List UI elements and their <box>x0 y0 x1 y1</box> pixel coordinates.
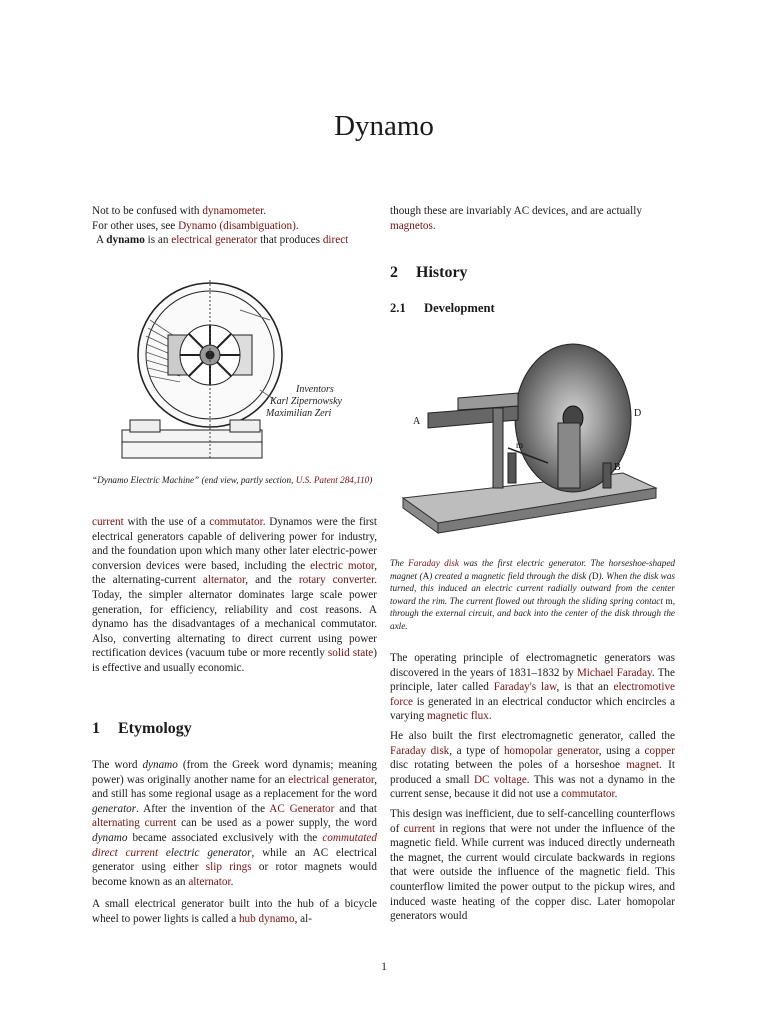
commutator-link[interactable]: commutator <box>209 516 263 528</box>
faraday-disk-link-2[interactable]: Faraday disk <box>390 744 450 757</box>
inventor-1-signature: Karl Zipernowsky <box>270 396 342 407</box>
label-a: A <box>413 416 421 427</box>
history-paragraph-3: This design was inefficient, due to self-cancelling counterflows of current in regions that were not under the influence of the magnetic field. While current was induced directly underneath the magnet, the current would circulate backwards in regions that were outside the influence of the magnetic field. This counterflow limited the power output to the pickup wires, and induced waste heating of the copper disc. Later homopolar generators would <box>390 807 675 923</box>
faraday-disk-figure <box>398 338 660 538</box>
faraday-disk-link[interactable]: Faraday disk <box>408 558 459 568</box>
intro-continuation: current with the use of a commutator. Dynamos were the first electrical generators capable of delivering power for industry, and the foundation upon which many other later electric-power conversion devices were based, including the electric motor, the alternating-current alternator, and the rotary converter. Today, the simpler alternator dominates large scale power generation, for efficiency, reliability and cost reasons. A dynamo has the disadvantages of a mechanical commutator. Also, converting alternating to direct current using power rectification devices (vacuum tube or more recently solid state) is effective and usually economic. <box>92 516 377 674</box>
dc-voltage-link[interactable]: DC voltage <box>473 773 527 786</box>
inventor-2-signature: Maximilian Zeri <box>266 408 332 419</box>
history-paragraph-1: The operating principle of electromagnetic generators was discovered in the years of 1831–1832 by Michael Faraday. The principle, later called Faraday's law, is that an electromotive force is generated in an electrical conductor which encircles a varying magnetic flux. <box>390 652 676 723</box>
faraday-disk-illustration <box>398 338 660 538</box>
copper-link[interactable]: copper <box>644 744 675 757</box>
magnetic-flux-link[interactable]: magnetic flux <box>426 710 489 723</box>
rotary-converter-link[interactable]: rotary converter <box>298 574 375 587</box>
magnet-link[interactable]: magnet <box>626 759 660 772</box>
inventors-label: Inventors <box>296 384 334 395</box>
label-b: B <box>614 462 621 473</box>
alternating-current-link[interactable]: alternating current <box>92 817 177 830</box>
hatnote-disambiguation: For other uses, see Dynamo (disambiguation). <box>92 219 299 232</box>
figure2-caption: The Faraday disk was the first electric generator. The horseshoe-shaped magnet (A) created a magnetic field through the disk (D). When the disk was turned, this induced an electric current radially outward from the center toward the rim. The current flowed out through the sliding spring contact m, through the external circuit, and back into the center of the disk through the axle. <box>390 558 676 631</box>
label-m: m <box>516 440 524 450</box>
current-link[interactable]: current <box>92 516 124 528</box>
commutator-link-2[interactable]: commutator <box>561 788 615 801</box>
page-number: 1 <box>381 961 387 973</box>
patent-link[interactable]: U.S. Patent 284,110 <box>295 475 370 485</box>
intro-sentence: A dynamo is an electrical generator that produces direct <box>96 234 349 247</box>
electric-motor-link[interactable]: electric motor <box>310 559 375 572</box>
section-etymology-heading: 1 Etymology <box>92 720 192 737</box>
slip-rings-link[interactable]: slip rings <box>205 861 252 874</box>
etymology-paragraph-1: The word dynamo (from the Greek word dynamis; meaning power) was originally another name for an electrical generator, and still has some regional usage as a replacement for the word generator. After the invention of the AC Generator and that alternating current can be used as a power supply, the word dynamo became associated exclusively with the commutated direct current electric generator, while an AC electrical generator using either slip rings or rotor magnets would become known as an alternator. <box>92 759 378 888</box>
right-continuation: though these are invariably AC devices, and are actually magnetos. <box>390 205 642 232</box>
electromotive-force-link[interactable]: electromotive force <box>390 681 676 708</box>
michael-faraday-link[interactable]: Michael Faraday <box>576 666 652 679</box>
alternator-link[interactable]: alternator <box>202 574 246 587</box>
homopolar-generator-link[interactable]: homopolar generator <box>503 744 599 757</box>
dynamo-illustration <box>110 280 360 465</box>
electrical-generator-link[interactable]: electrical generator <box>171 234 258 247</box>
hatnote-dynamometer: Not to be confused with dynamometer. <box>92 205 267 217</box>
history-body <box>390 651 675 924</box>
subsection-development-heading: 2.1 Development <box>390 301 495 315</box>
page-title: Dynamo <box>334 110 434 142</box>
hatnote-block <box>92 204 377 248</box>
faradays-law-link[interactable]: Faraday's law <box>493 681 557 694</box>
etymology-paragraph-2: A small electrical generator built into the hub of a bicycle wheel to power lights is called a hub dynamo, al- <box>92 898 377 925</box>
dynamo-figure <box>110 280 360 465</box>
disambiguation-link[interactable]: Dynamo (disambiguation) <box>178 219 296 232</box>
current-link-2[interactable]: current <box>403 822 436 835</box>
magnetos-link[interactable]: magnetos <box>390 219 433 232</box>
ac-generator-link[interactable]: AC Generator <box>269 802 335 815</box>
hub-dynamo-link[interactable]: hub dynamo <box>238 912 295 925</box>
section-history-heading: 2 History <box>390 264 468 281</box>
direct-link[interactable]: direct <box>322 234 349 247</box>
alternator-link-2[interactable]: alternator <box>188 875 231 888</box>
history-paragraph-2: He also built the first electromagnetic generator, called the Faraday disk, a type of homopolar generator, using a copper disc rotating between the poles of a horseshoe magnet. It produced a small DC voltage. This was not a dynamo in the current sense, because it did not use a commutator. <box>390 729 675 801</box>
dynamometer-link[interactable]: dynamometer <box>202 205 264 217</box>
electrical-generator-link-2[interactable]: electrical generator <box>288 773 375 786</box>
commutated-dc-link[interactable]: commutated direct current <box>92 831 377 859</box>
etymology-body <box>92 758 377 927</box>
label-d: D <box>634 408 642 419</box>
figure1-caption: “Dynamo Electric Machine” (end view, partly section, U.S. Patent 284,110) <box>92 475 373 485</box>
solid-state-link[interactable]: solid state <box>327 647 374 660</box>
